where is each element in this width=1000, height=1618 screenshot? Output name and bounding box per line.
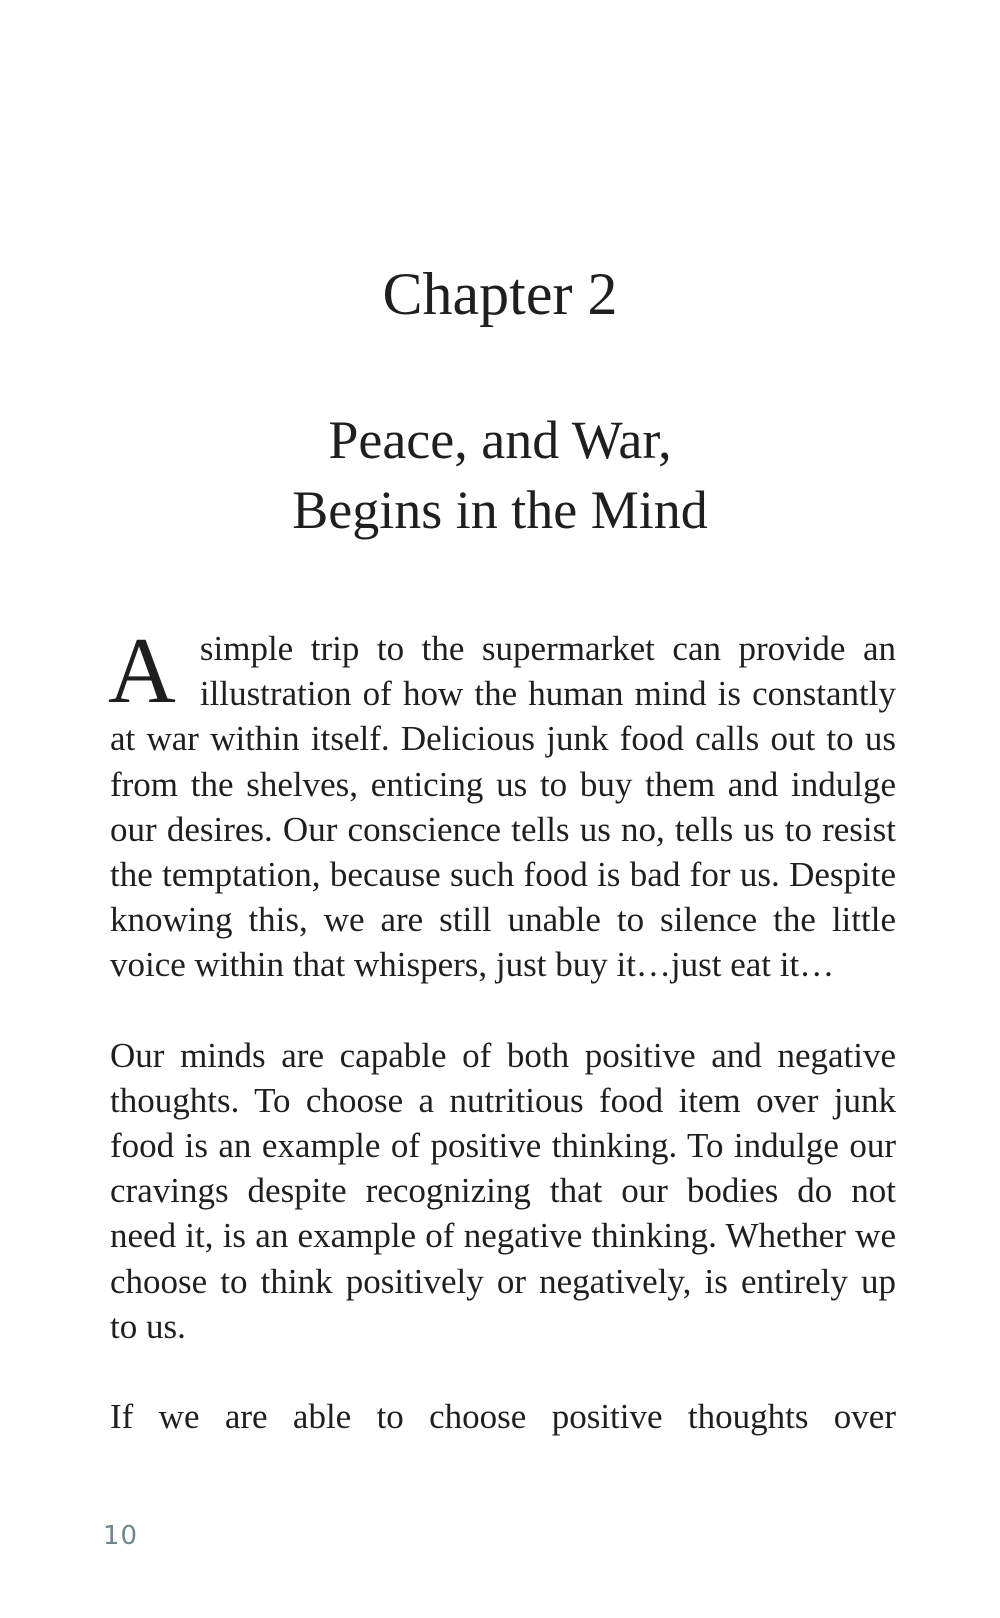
drop-cap: A: [108, 619, 176, 723]
paragraph-2: Our minds are capable of both positive and negative thoughts. To choose a nutritious food item over junk food is an example of positive thinking. To indulge our cravings despite recognizing that our bodies do not need it, is an example of negative thinking. Whether we choose to think positively or negatively, is entirely up to us.: [110, 1035, 896, 1346]
chapter-label: Chapter 2: [382, 261, 618, 327]
paragraph-1-text: simple trip to the supermarket can provide an illustration of how the human mind is constantly at war within itself. Delicious junk food calls out to us from the shelves, enticing us to buy them and indulge our desires. Our conscience tells us no, tells us to resist the temptation, because such food is bad for us. Despite knowing this, we are still unable to silence the little voice within that whispers, just buy it…just eat it…: [110, 629, 896, 985]
paragraph-1: [108, 619, 896, 988]
chapter-title: [0, 405, 1000, 545]
body-text: [108, 619, 896, 1439]
chapter-title-line-2: Begins in the Mind: [292, 480, 708, 540]
chapter-title-line-1: Peace, and War,: [328, 410, 672, 470]
page-number: 10: [103, 1521, 139, 1551]
paragraph-3: If we are able to choose positive thoughts over: [110, 1397, 896, 1437]
